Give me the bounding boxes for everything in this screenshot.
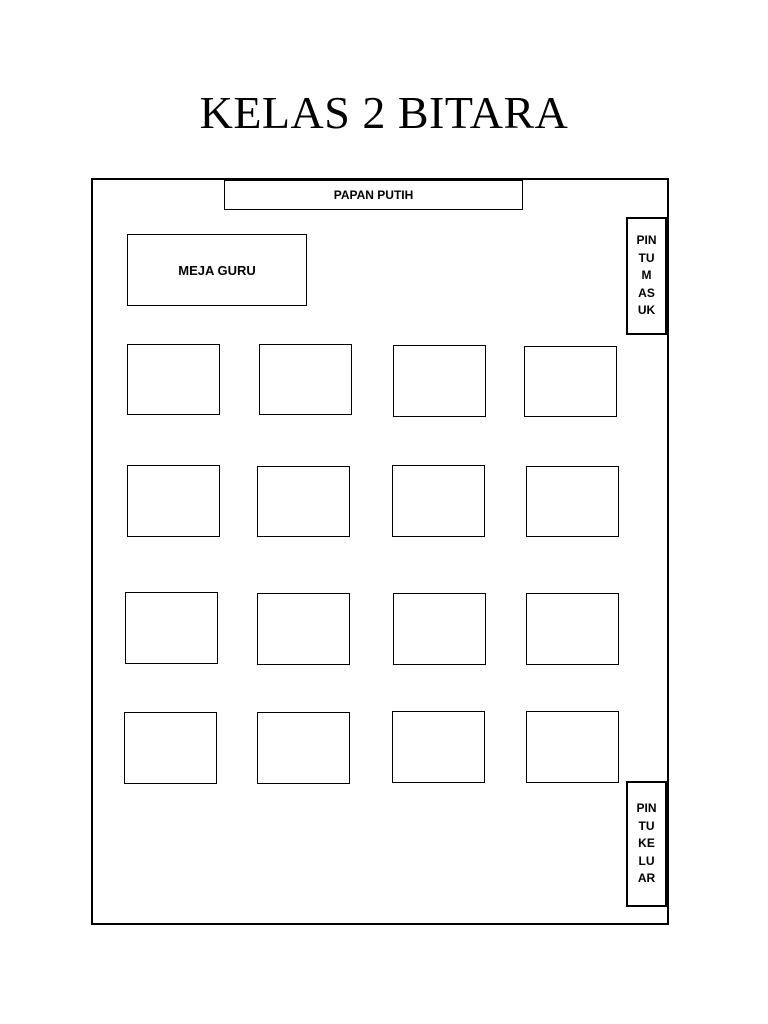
entrance-door-text-2: TU (638, 250, 655, 265)
exit-door-text-5: AR (637, 871, 656, 886)
student-desk (127, 344, 220, 415)
student-desk (524, 346, 617, 417)
entrance-door-text-4: AS (638, 285, 655, 300)
student-desk (257, 712, 350, 784)
exit-door-text-1: PIN (636, 801, 657, 816)
entrance-door-text-3: M (641, 268, 652, 283)
student-desk (393, 593, 486, 665)
page-title: KELAS 2 BITARA (199, 87, 569, 138)
student-desk (257, 593, 350, 665)
student-desk (392, 711, 485, 783)
student-desk (526, 711, 619, 783)
student-desk (259, 344, 352, 415)
exit-door (626, 781, 667, 907)
exit-door-text-4: LU (638, 853, 655, 868)
student-desk (124, 712, 217, 784)
entrance-door-text-1: PIN (636, 233, 657, 248)
student-desk (526, 593, 619, 665)
exit-door-text-3: KE (638, 836, 655, 851)
entrance-door (626, 217, 667, 335)
student-desk (526, 466, 619, 537)
student-desk (127, 465, 220, 537)
student-desk (393, 345, 486, 417)
student-desk (125, 592, 218, 664)
student-desk (257, 466, 350, 537)
whiteboard: PAPAN PUTIH (224, 180, 523, 210)
teacher-desk: MEJA GURU (127, 234, 307, 306)
student-desk (392, 465, 485, 537)
exit-door-text-2: TU (638, 818, 655, 833)
entrance-door-text-5: UK (637, 303, 656, 318)
